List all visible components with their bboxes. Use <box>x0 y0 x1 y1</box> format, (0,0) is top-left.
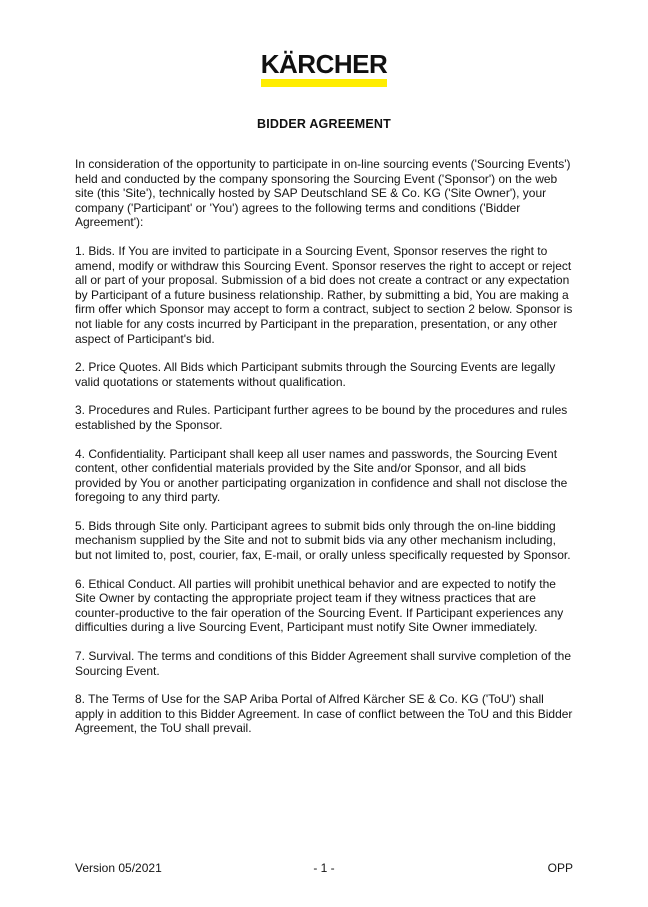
page-title: BIDDER AGREEMENT <box>257 117 391 131</box>
clause-8-terms-of-use: 8. The Terms of Use for the SAP Ariba Portal of Alfred Kärcher SE & Co. KG ('ToU') shall apply in addition to this Bidder Agreement. In case of conflict between the ToU and this Bidder Agreement, the ToU shall prevail. <box>75 692 573 736</box>
clause-7-survival: 7. Survival. The terms and conditions of this Bidder Agreement shall survive completion of the Sourcing Event. <box>75 649 572 678</box>
header-logo-area <box>0 51 648 87</box>
clause-5-bids-through-site: 5. Bids through Site only. Participant agrees to submit bids only through the on-line bidding mechanism supplied by the Site and not to submit bids via any other mechanism including, but not limited to, post, courier, fax, E-mail, or orally unless specifically requested by Sponsor. <box>75 518 571 563</box>
karcher-logo <box>261 51 388 87</box>
clause-1-bids: 1. Bids. If You are invited to participate in a Sourcing Event, Sponsor reserves the right to amend, modify or withdraw this Sourcing Event. Sponsor reserves the right to accept or reject all or part of your proposal. Submission of a bid does not create a contract or any expectation by Participant of a future business relationship. Rather, by submitting a bid, You are making a firm offer which Sponsor may accept to form a contract, subject to section 2 below. Sponsor is not liable for any costs incurred by Participant in the preparation, presentation, or any other aspect of Participant's bid. <box>75 243 573 346</box>
footer-version-label: Version 05/2021 <box>75 861 162 875</box>
clause-2-price-quotes: 2. Price Quotes. All Bids which Participant submits through the Sourcing Events are legally valid quotations or statements without qualification. <box>75 360 556 389</box>
page-footer <box>75 861 573 875</box>
agreement-body <box>75 157 575 750</box>
footer-page-number: - 1 - <box>313 861 335 875</box>
footer-opp-label: OPP <box>547 861 573 875</box>
clause-4-confidentiality: 4. Confidentiality. Participant shall keep all user names and passwords, the Sourcing Event content, other confidential materials provided by the Site and/or Sponsor, and all bids provided by You or another participating organization in confidence and shall not disclose the foregoing to any third party. <box>75 446 568 505</box>
clause-6-ethical-conduct: 6. Ethical Conduct. All parties will prohibit unethical behavior and are expected to notify the Site Owner by contacting the appropriate project team if they witness practices that are counter-productive to the fair operation of the Sourcing Event. If Participant experiences any difficulties during a live Sourcing Event, Participant must notify Site Owner immediately. <box>75 576 564 635</box>
karcher-logo-wordmark: KÄRCHER <box>260 49 388 79</box>
intro-paragraph: In consideration of the opportunity to participate in on-line sourcing events ('Sourcing Events') held and conducted by the company sponsoring the Sourcing Event ('Sponsor') on the web site (this 'Site'), technically hosted by SAP Deutschland SE & Co. KG ('Site Owner'), your company ('Participant' or 'You') agrees to the following terms and conditions ('Bidder Agreement'): <box>75 157 571 230</box>
clause-3-procedures: 3. Procedures and Rules. Participant further agrees to be bound by the procedures and rules established by the Sponsor. <box>75 403 568 432</box>
karcher-logo-yellow-bar <box>261 79 388 87</box>
